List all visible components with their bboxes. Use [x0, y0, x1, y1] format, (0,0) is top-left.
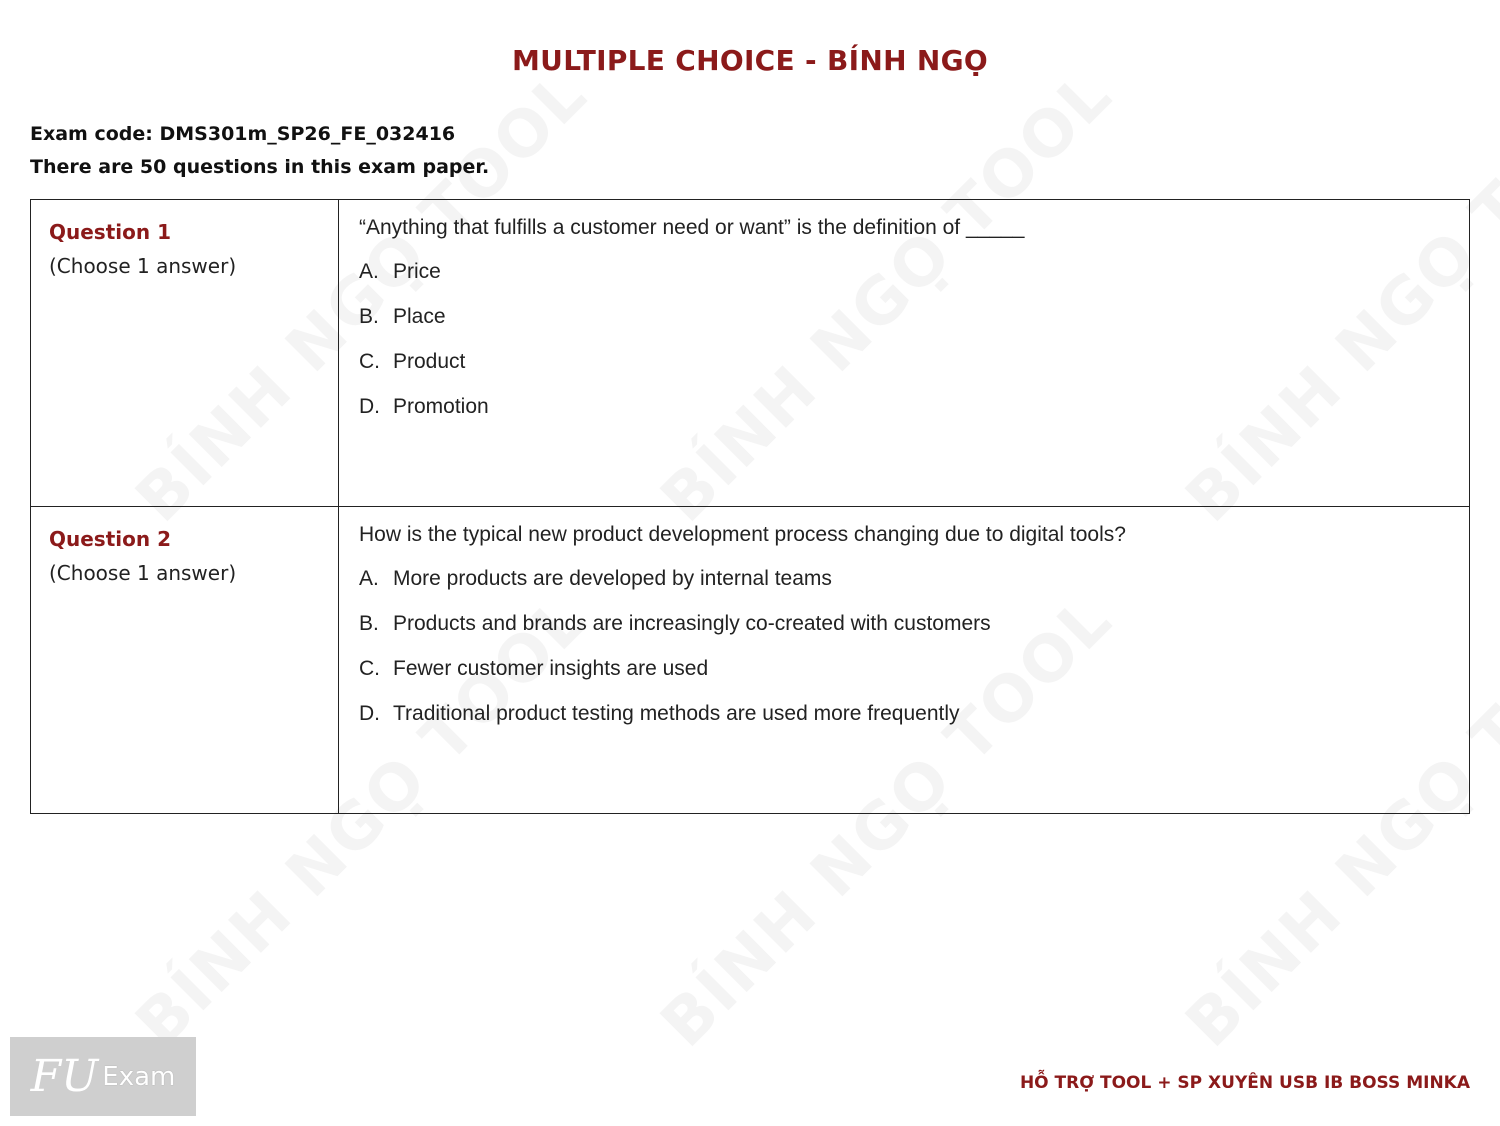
question-text: “Anything that fulfills a customer need or want” is the definition of _____	[359, 216, 1025, 239]
fu-exam-logo	[10, 1037, 196, 1116]
option-letter: A.	[359, 567, 379, 590]
option-text: Place	[393, 305, 446, 328]
question-count: There are 50 questions in this exam paper.	[30, 156, 490, 178]
exam-code: Exam code: DMS301m_SP26_FE_032416	[30, 123, 456, 145]
option-letter: C.	[359, 350, 380, 373]
option-text: Product	[393, 350, 466, 373]
question-hint: (Choose 1 answer)	[49, 254, 237, 278]
answer-option-c	[359, 350, 1449, 374]
question-info-cell	[31, 507, 339, 814]
option-letter: B.	[359, 305, 379, 328]
question-row	[31, 507, 1470, 814]
answer-option-a	[359, 260, 1449, 284]
option-letter: D.	[359, 702, 380, 725]
option-letter: A.	[359, 260, 379, 283]
questions-table	[30, 199, 1470, 814]
question-label: Question 2	[49, 527, 171, 551]
option-text: Traditional product testing methods are used more frequently	[393, 702, 960, 725]
question-body-cell	[339, 200, 1470, 507]
question-body-cell	[339, 507, 1470, 814]
option-letter: D.	[359, 395, 380, 418]
answer-option-a	[359, 567, 1449, 591]
question-hint: (Choose 1 answer)	[49, 561, 237, 585]
footer-promo-text: HỖ TRỢ TOOL + SP XUYÊN USB IB BOSS MINKA	[1019, 1073, 1470, 1093]
question-row	[31, 200, 1470, 507]
option-text: More products are developed by internal teams	[393, 567, 832, 590]
question-info-cell	[31, 200, 339, 507]
option-letter: C.	[359, 657, 380, 680]
option-letter: B.	[359, 612, 379, 635]
logo-mark: FU	[30, 1051, 99, 1102]
option-text: Products and brands are increasingly co-created with customers	[393, 612, 991, 635]
answer-option-d	[359, 702, 1449, 726]
answer-option-c	[359, 657, 1449, 681]
answer-option-b	[359, 305, 1449, 329]
answer-option-b	[359, 612, 1449, 636]
answer-option-d	[359, 395, 1449, 419]
question-text: How is the typical new product development process changing due to digital tools?	[359, 523, 1126, 546]
option-text: Price	[393, 260, 441, 283]
option-text: Fewer customer insights are used	[393, 657, 709, 680]
logo-text: Exam	[102, 1061, 176, 1092]
question-label: Question 1	[49, 220, 171, 244]
option-text: Promotion	[393, 395, 489, 418]
page-title: MULTIPLE CHOICE - BÍNH NGỌ	[512, 44, 988, 77]
